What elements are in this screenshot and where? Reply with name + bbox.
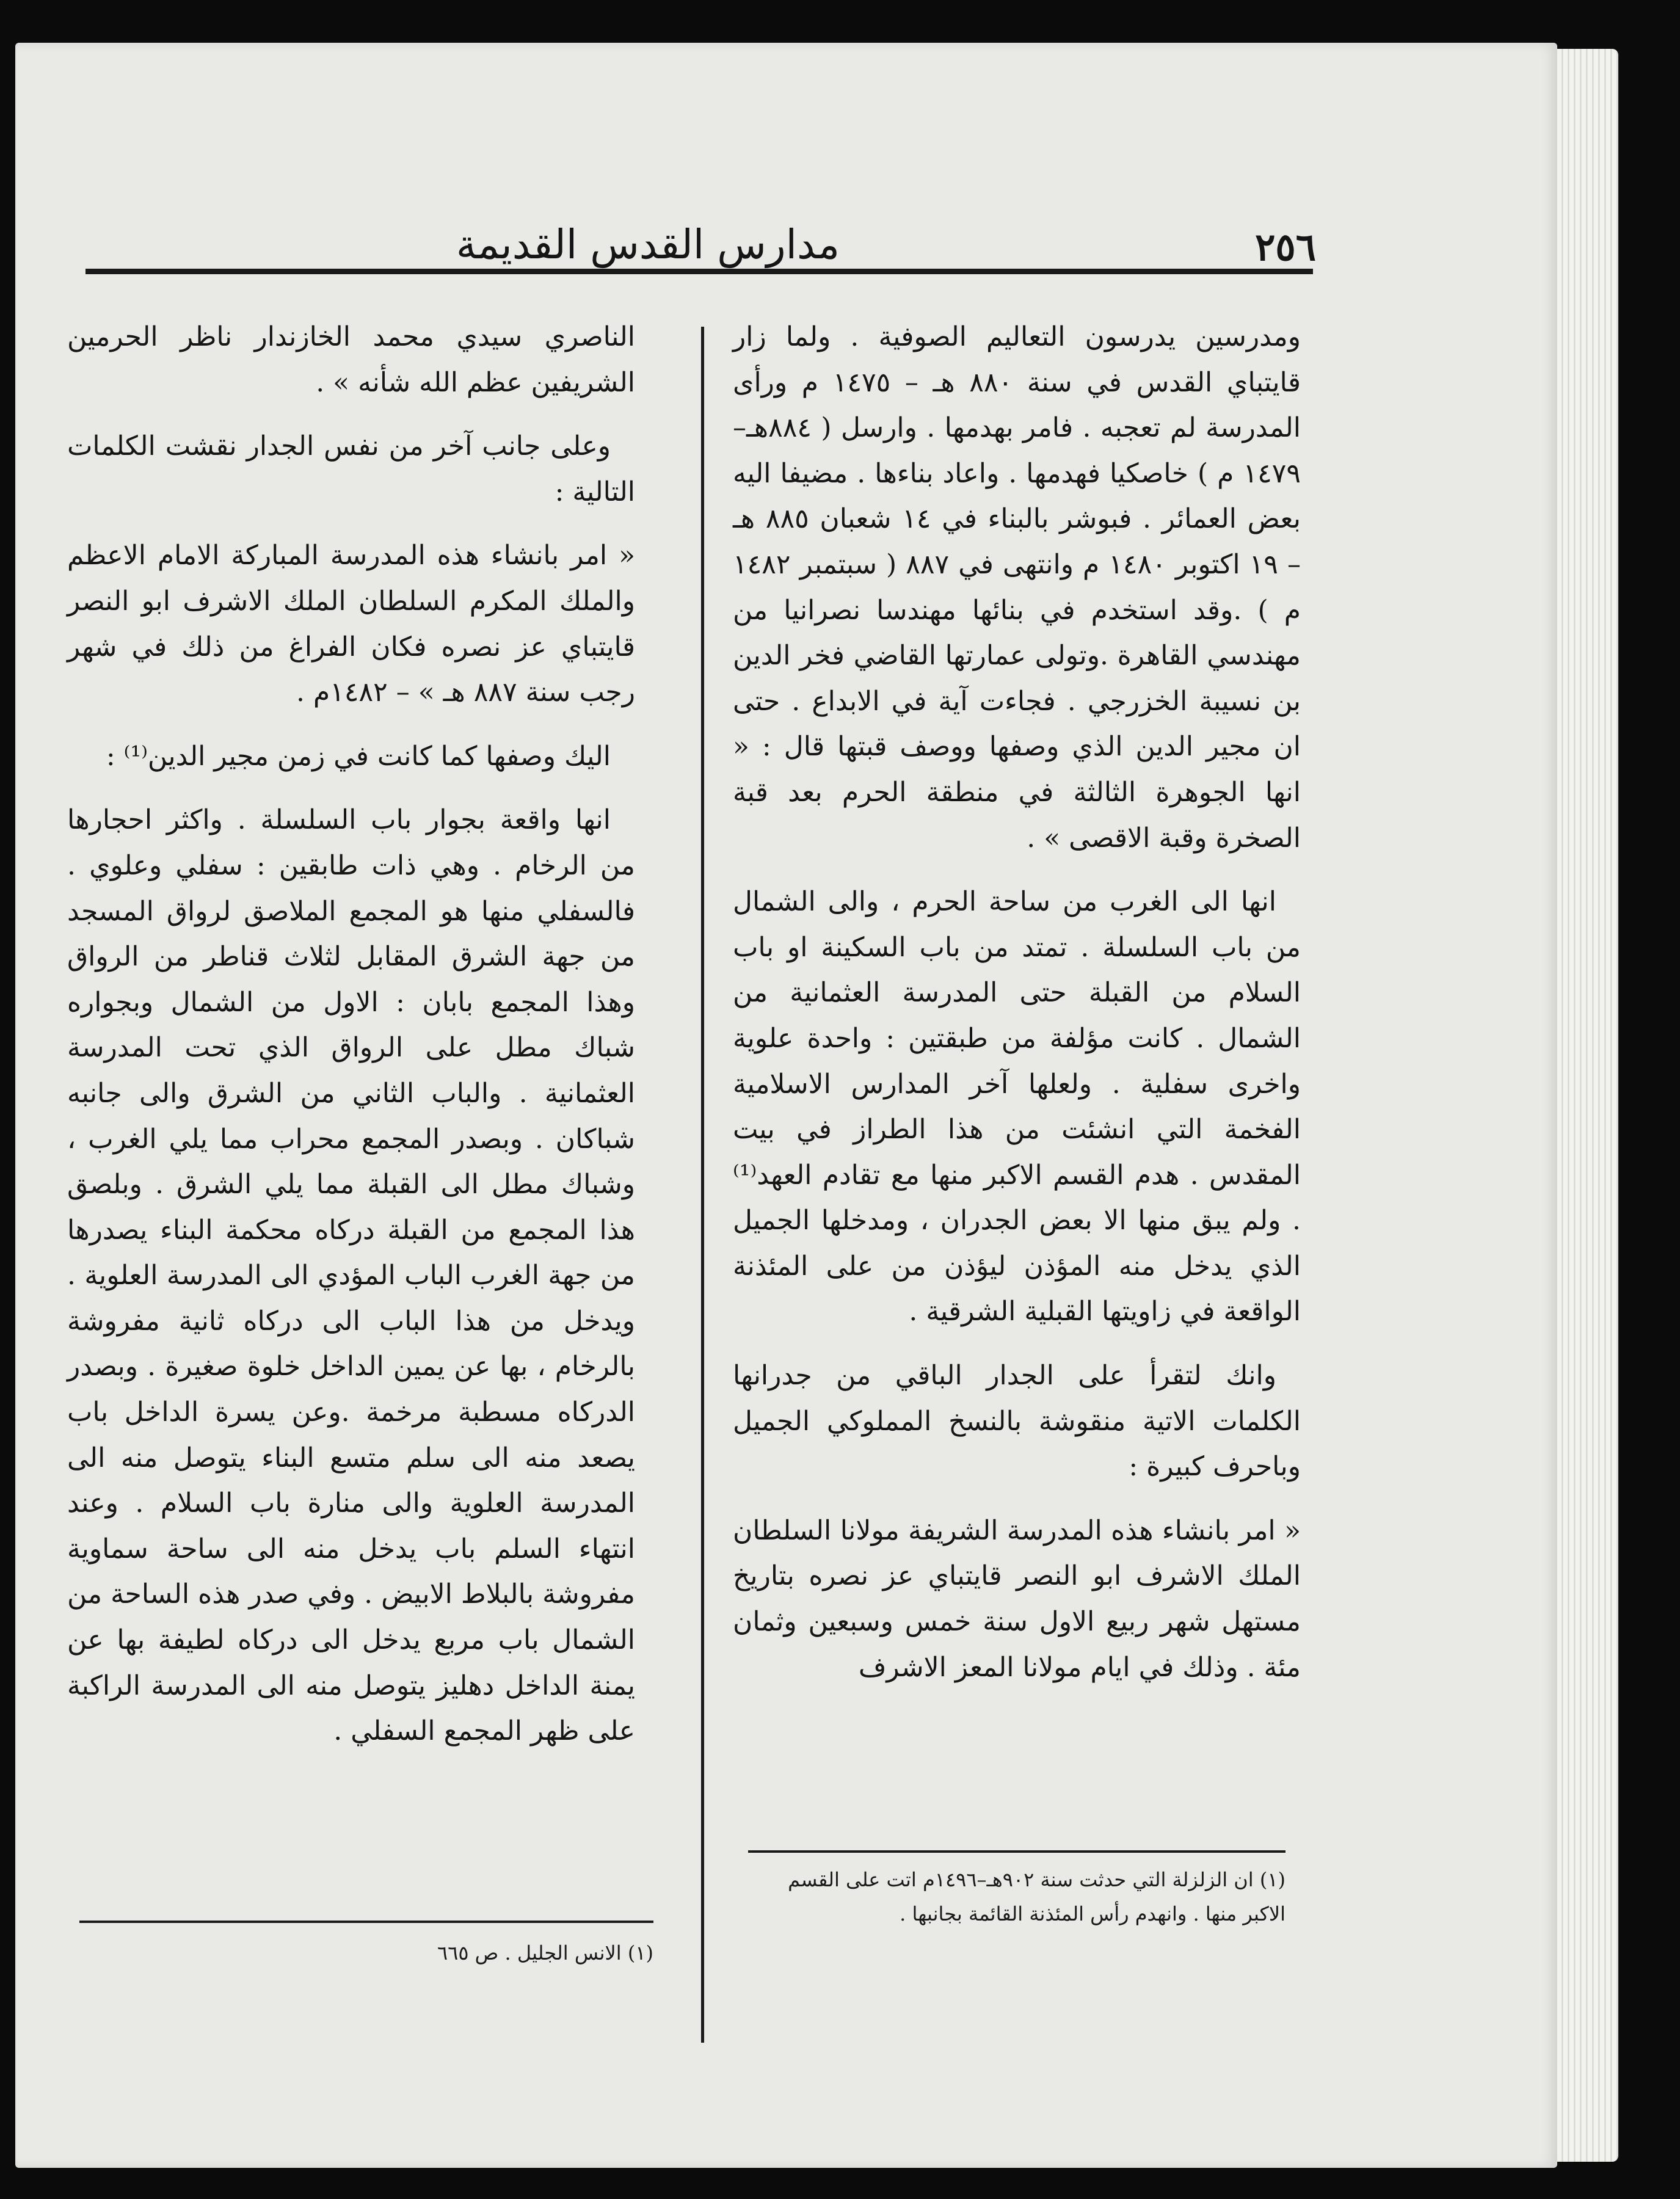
paragraph: ومدرسين يدرسون التعاليم الصوفية . ولما زار قايتباي القدس في سنة ٨٨٠ هـ – ١٤٧٥ م ورأى المدرسة لم تعجبه . فامر بهدمها . وارسل ( ٨٨٤هـ– ١٤٧٩ م ) خاصكيا فهدمها . واعاد بناءها . مضيفا اليه بعض العمائر . فبوشر بالبناء في ١٤ شعبان ٨٨٥ هـ – ١٩ اكتوبر ١٤٨٠ م وانتهى في ٨٨٧ ( سبتمبر ١٤٨٢ م ) .وقد استخدم في بنائها مهندسا نصرانيا من مهندسي القاهرة .وتولى عمارتها القاضي فخر الدين بن نسيبة الخزرجي . فجاءت آية في الابداع . حتى ان مجير الدين الذي وصفها ووصف قبتها قال : « انها الجوهرة الثالثة في منطقة الحرم بعد قبة الصخرة وقبة الاقصى » . — [733, 321, 1301, 854]
paragraph: « امر بانشاء هذه المدرسة المباركة الامام الاعظم والملك المكرم السلطان الملك الاشرف ابو النصر قايتباي عز نصره فكان الفراغ من ذلك في شهر رجب سنة ٨٨٧ هـ » – ١٤٨٢م . — [67, 540, 635, 708]
column-divider — [701, 327, 704, 2043]
footnote-rule-right — [748, 1850, 1285, 1853]
right-column — [733, 314, 1301, 1709]
footnote-rule-left — [79, 1921, 653, 1923]
page-header — [67, 177, 1316, 269]
paragraph: انها الى الغرب من ساحة الحرم ، والى الشمال من باب السلسلة . تمتد من باب السكينة او باب السلام من القبلة حتى المدرسة العثمانية من الشمال . كانت مؤلفة من طبقتين : واحدة علوية واخرى سفلية . ولعلها آخر المدارس الاسلامية الفخمة التي انشئت من هذا الطراز في بيت المقدس . هدم القسم الاكبر منها مع تقادم العهد⁽¹⁾ . ولم يبق منها الا بعض الجدران ، ومدخلها الجميل الذي يدخل منه المؤذن ليؤذن من على المئذنة الواقعة في زاويتها القبلية الشرقية . — [733, 886, 1301, 1328]
running-title: مدارس القدس القديمة — [456, 221, 840, 268]
paragraph: الناصري سيدي محمد الخازندار ناظر الحرمين الشريفين عظم الله شأنه » . — [67, 321, 635, 398]
left-column — [67, 314, 635, 1773]
page-number: ٢٥٦ — [1255, 225, 1316, 269]
page-stack-edge — [1551, 49, 1618, 2162]
footnote-right: (١) ان الزلزلة التي حدثت سنة ٩٠٢هـ–١٤٩٦م اتت على القسم الاكبر منها . وانهدم رأس المئذنة القائمة بجانبها . — [788, 1868, 1285, 1925]
header-rule — [85, 269, 1313, 274]
paragraph: وعلى جانب آخر من نفس الجدار نقشت الكلمات التالية : — [67, 431, 635, 507]
paragraph: اليك وصفها كما كانت في زمن مجير الدين⁽¹⁾ : — [106, 740, 611, 772]
footnote-left: (١) الانس الجليل . ص ٦٦٥ — [437, 1941, 653, 1965]
paragraph: انها واقعة بجوار باب السلسلة . واكثر احجارها من الرخام . وهي ذات طابقين : سفلي وعلوي . فالسفلي منها هو المجمع الملاصق لرواق المسجد من جهة الشرق المقابل لثلاث قناطر من الرواق وهذا المجمع بابان : الاول من الشمال وبجواره شباك مطل على الرواق الذي تحت المدرسة العثمانية . والباب الثاني من الشرق والى جانبه شباكان . وبصدر المجمع محراب مما يلي الغرب ، وشباك مطل الى القبلة مما يلي الشرق . وبلصق هذا المجمع من القبلة دركاه محكمة البناء يصدرها من جهة الغرب الباب المؤدي الى المدرسة العلوية . ويدخل من هذا الباب الى دركاه ثانية مفروشة بالرخام ، بها عن يمين الداخل خلوة صغيرة . وبصدر الدركاه مسطبة مرخمة .وعن يسرة الداخل باب يصعد منه الى سلم متسع البناء يتوصل منه الى المدرسة العلوية والى منارة باب السلام . وعند انتهاء السلم باب يدخل منه الى ساحة سماوية مفروشة بالبلاط الابيض . وفي صدر هذه الساحة من الشمال باب مربع يدخل الى دركاه لطيفة بها عن يمنة الداخل دهليز يتوصل منه الى المدرسة الراكبة على ظهر المجمع السفلي . — [67, 804, 635, 1747]
paragraph: وانك لتقرأ على الجدار الباقي من جدرانها الكلمات الاتية منقوشة بالنسخ المملوكي الجميل وباحرف كبيرة : — [733, 1360, 1301, 1483]
paragraph: « امر بانشاء هذه المدرسة الشريفة مولانا السلطان الملك الاشرف ابو النصر قايتباي عز نصره بتاريخ مستهل شهر ربيع الاول سنة خمس وسبعين وثمان مئة . وذلك في ايام مولانا المعز الاشرف — [733, 1514, 1301, 1683]
